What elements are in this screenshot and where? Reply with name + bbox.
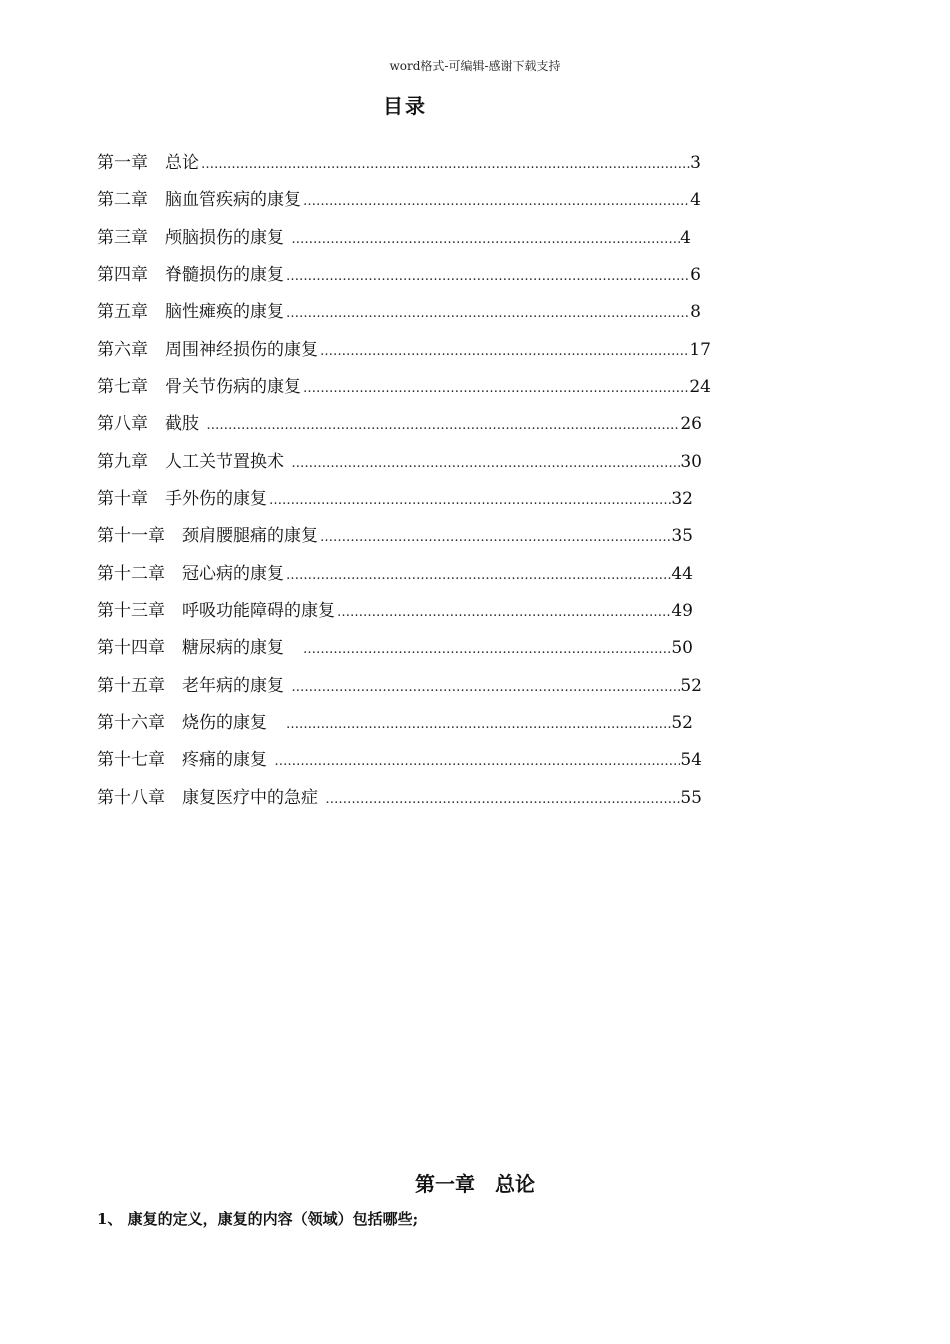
toc-entry[interactable] bbox=[97, 671, 702, 701]
toc-entry-text: 第九章 人工关节置换术 bbox=[97, 452, 290, 472]
toc-entry[interactable] bbox=[97, 596, 693, 626]
toc-entry-page: 44 bbox=[671, 564, 693, 584]
toc-entry-text: 第一章 总论 bbox=[97, 153, 199, 173]
toc-entry-page: 54 bbox=[680, 750, 702, 770]
toc-leader-dots bbox=[201, 150, 690, 180]
toc-entry[interactable] bbox=[97, 783, 702, 813]
toc-entry-page: 52 bbox=[680, 676, 702, 696]
toc-entry-text: 第十章 手外伤的康复 bbox=[97, 489, 267, 509]
toc-leader-dots bbox=[286, 561, 671, 591]
toc-leader-dots bbox=[269, 486, 671, 516]
toc-entry-text: 第十四章 糖尿病的康复 bbox=[97, 638, 301, 658]
toc-entry-text: 第十三章 呼吸功能障碍的康复 bbox=[97, 601, 335, 621]
toc-leader-dots bbox=[320, 337, 689, 367]
toc-entry-text: 第十一章 颈肩腰腿痛的康复 bbox=[97, 526, 318, 546]
toc-entry[interactable] bbox=[97, 335, 711, 365]
toc-entry-page: 6 bbox=[690, 265, 701, 285]
toc-leader-dots bbox=[274, 747, 680, 777]
toc-entry-text: 第七章 骨关节伤病的康复 bbox=[97, 377, 301, 397]
toc-leader-dots bbox=[291, 449, 680, 479]
toc-entry[interactable] bbox=[97, 559, 693, 589]
toc-entry-text: 第二章 脑血管疾病的康复 bbox=[97, 190, 301, 210]
toc-entry-text: 第六章 周围神经损伤的康复 bbox=[97, 340, 318, 360]
toc-entry-text: 第八章 截肢 bbox=[97, 414, 205, 434]
question-heading: 1、 康复的定义，康复的内容（领域）包括哪些; bbox=[97, 1210, 419, 1228]
toc-entry[interactable] bbox=[97, 521, 693, 551]
toc-entry[interactable] bbox=[97, 409, 702, 439]
toc-entry-page: 8 bbox=[690, 302, 701, 322]
toc-entry-text: 第十六章 烧伤的康复 bbox=[97, 713, 284, 733]
toc-leader-dots bbox=[303, 187, 690, 217]
toc-leader-dots bbox=[286, 710, 671, 740]
toc-entry-page: 3 bbox=[690, 153, 701, 173]
toc-leader-dots bbox=[286, 299, 690, 329]
toc-leader-dots bbox=[337, 598, 671, 628]
toc-leader-dots bbox=[206, 411, 680, 441]
toc-entry[interactable] bbox=[97, 185, 701, 215]
toc-entry-text: 第十七章 疼痛的康复 bbox=[97, 750, 273, 770]
toc-entry-text: 第四章 脊髓损伤的康复 bbox=[97, 265, 284, 285]
toc-entry-page: 50 bbox=[671, 638, 693, 658]
toc-entry[interactable] bbox=[97, 447, 702, 477]
toc-leader-dots bbox=[291, 673, 680, 703]
toc-entry[interactable] bbox=[97, 297, 701, 327]
toc-entry[interactable] bbox=[97, 484, 693, 514]
toc-entry[interactable] bbox=[97, 148, 701, 178]
toc-entry[interactable] bbox=[97, 633, 693, 663]
toc-leader-dots bbox=[291, 225, 680, 255]
toc-entry-page: 4 bbox=[680, 228, 691, 248]
toc-title: 目录 bbox=[383, 94, 427, 118]
toc-entry-text: 第五章 脑性瘫痪的康复 bbox=[97, 302, 284, 322]
toc-leader-dots bbox=[303, 635, 671, 665]
toc-entry-text: 第十八章 康复医疗中的急症 bbox=[97, 788, 324, 808]
toc-entry-text: 第十五章 老年病的康复 bbox=[97, 676, 290, 696]
toc-entry-text: 第十二章 冠心病的康复 bbox=[97, 564, 284, 584]
toc-entry[interactable] bbox=[97, 260, 701, 290]
toc-entry-page: 52 bbox=[671, 713, 693, 733]
toc-entry-page: 24 bbox=[689, 377, 711, 397]
toc-entry-page: 30 bbox=[680, 452, 702, 472]
header-note: word格式-可编辑-感谢下载支持 bbox=[389, 59, 561, 73]
toc-entry-page: 26 bbox=[680, 414, 702, 434]
toc-entry-page: 55 bbox=[680, 788, 702, 808]
toc-entry-page: 49 bbox=[671, 601, 693, 621]
toc-entry-page: 35 bbox=[671, 526, 693, 546]
toc-entry-page: 32 bbox=[671, 489, 693, 509]
toc-entry[interactable] bbox=[97, 223, 691, 253]
toc-leader-dots bbox=[320, 523, 671, 553]
toc-leader-dots bbox=[325, 785, 680, 815]
chapter-heading: 第一章 总论 bbox=[415, 1172, 535, 1196]
toc-entry[interactable] bbox=[97, 372, 711, 402]
toc-entry-page: 4 bbox=[690, 190, 701, 210]
toc-leader-dots bbox=[286, 262, 690, 292]
toc-entry-page: 17 bbox=[689, 340, 711, 360]
toc-leader-dots bbox=[303, 374, 689, 404]
toc-entry[interactable] bbox=[97, 708, 693, 738]
toc-entry[interactable] bbox=[97, 745, 702, 775]
toc-entry-text: 第三章 颅脑损伤的康复 bbox=[97, 228, 290, 248]
